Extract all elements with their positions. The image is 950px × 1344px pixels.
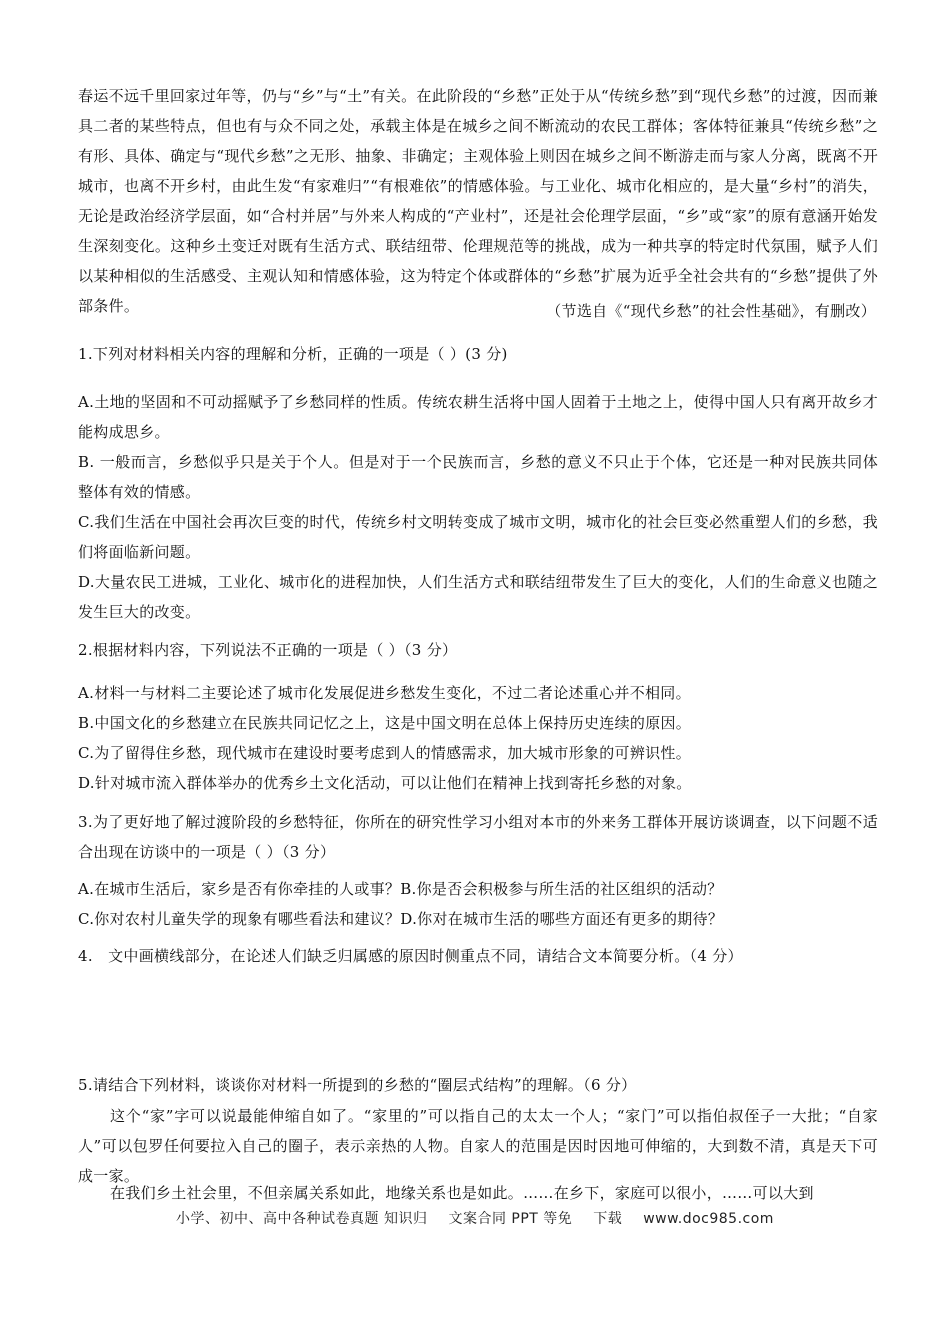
footer-url: www.doc985.com bbox=[643, 1211, 774, 1227]
question-1-option-c: C.我们生活在中国社会再次巨变的时代，传统乡村文明转变成了城市文明，城市化的社会巨变必然重塑人们的乡愁，我们将面临新问题。 bbox=[78, 513, 878, 561]
question-1-option-b: B. 一般而言，乡愁似乎只是关于个人。但是对于一个民族而言，乡愁的意义不只止于个体，它还是一种对民族共同体整体有效的情感。 bbox=[78, 453, 878, 501]
question-1-stem: 1.下列对材料相关内容的理解和分析，正确的一项是（ ）(3 分) bbox=[78, 345, 508, 363]
question-2-option-b: B.中国文化的乡愁建立在民族共同记忆之上，这是中国文明在总体上保持历史连续的原因。 bbox=[78, 714, 692, 732]
question-3-stem: 3.为了更好地了解过渡阶段的乡愁特征，你所在的研究性学习小组对本市的外来务工群体开展访谈调查，以下问题不适合出现在访谈中的一项是（ ）（3 分） bbox=[78, 813, 878, 861]
question-2-option-d: D.针对城市流入群体举办的优秀乡土文化活动，可以让他们在精神上找到寄托乡愁的对象。 bbox=[78, 774, 692, 792]
question-3-options-cd: C.你对农村儿童失学的现象有哪些看法和建议？D.你对在城市生活的哪些方面还有更多的期待？ bbox=[78, 910, 724, 928]
question-1-option-a: A.土地的坚固和不可动摇赋予了乡愁同样的性质。传统农耕生活将中国人固着于土地之上，使得中国人只有离开故乡才能构成思乡。 bbox=[78, 393, 878, 441]
question-3-options-ab: A.在城市生活后，家乡是否有你牵挂的人或事？B.你是否会积极参与所生活的社区组织的活动？ bbox=[78, 880, 723, 898]
question-2-option-a: A.材料一与材料二主要论述了城市化发展促进乡愁发生变化，不过二者论述重心并不相同。 bbox=[78, 684, 691, 702]
footer-text-3: 下载 bbox=[593, 1211, 623, 1227]
question-2-stem: 2.根据材料内容，下列说法不正确的一项是（ ）（3 分） bbox=[78, 641, 458, 659]
footer-text-1: 小学、初中、高中各种试卷真题 知识归 bbox=[176, 1211, 428, 1227]
question-4-stem: 4. 文中画横线部分，在论述人们缺乏归属感的原因时侧重点不同，请结合文本简要分析。（4 分） bbox=[78, 947, 743, 965]
question-2-option-c: C.为了留得住乡愁，现代城市在建设时要考虑到人的情感需求，加大城市形象的可辨识性。 bbox=[78, 744, 692, 762]
question-5-material-paragraph-1: 这个“家”字可以说最能伸缩自如了。“家里的”可以指自己的太太一个人；“家门”可以指伯叔侄子一大批；“自家人”可以包罗任何要拉入自己的圈子，表示亲热的人物。自家人的范围是因时因地可伸缩的，大到数不清，真是天下可成一家。 bbox=[78, 1107, 878, 1185]
page-footer bbox=[0, 1208, 950, 1228]
source-citation: （节选自《“现代乡愁”的社会性基础》，有删改） bbox=[546, 302, 876, 320]
footer-text-2: 文案合同 PPT 等免 bbox=[448, 1211, 573, 1227]
question-1-option-d: D.大量农民工进城，工业化、城市化的进程加快，人们生活方式和联结纽带发生了巨大的变化，人们的生命意义也随之发生巨大的改变。 bbox=[78, 573, 878, 621]
question-5-stem: 5.请结合下列材料，谈谈你对材料一所提到的乡愁的“圈层式结构”的理解。（6 分） bbox=[78, 1076, 637, 1094]
question-5-material-paragraph-2: 在我们乡土社会里，不但亲属关系如此，地缘关系也是如此。……在乡下，家庭可以很小，……可以大到 bbox=[110, 1184, 814, 1202]
passage-paragraph: 春运不远千里回家过年等，仍与“乡”与“土”有关。在此阶段的“乡愁”正处于从“传统乡愁”到“现代乡愁”的过渡，因而兼具二者的某些特点，但也有与众不同之处，承载主体是在城乡之间不断流动的农民工群体；客体特征兼具“传统乡愁”之有形、具体、确定与“现代乡愁”之无形、抽象、非确定；主观体验上则因在城乡之间不断游走而与家人分离，既离不开城市，也离不开乡村，由此生发“有家难归”“有根难依”的情感体验。与工业化、城市化相应的，是大量“乡村”的消失，无论是政治经济学层面，如“合村并居”与外来人构成的“产业村”，还是社会伦理学层面，“乡”或“家”的原有意涵开始发生深刻变化。这种乡土变迁对既有生活方式、联结纽带、伦理规范等的挑战，成为一种共享的特定时代氛围，赋予人们以某种相似的生活感受、主观认知和情感体验，这为特定个体或群体的“乡愁”扩展为近乎全社会共有的“乡愁”提供了外部条件。 bbox=[78, 87, 878, 315]
